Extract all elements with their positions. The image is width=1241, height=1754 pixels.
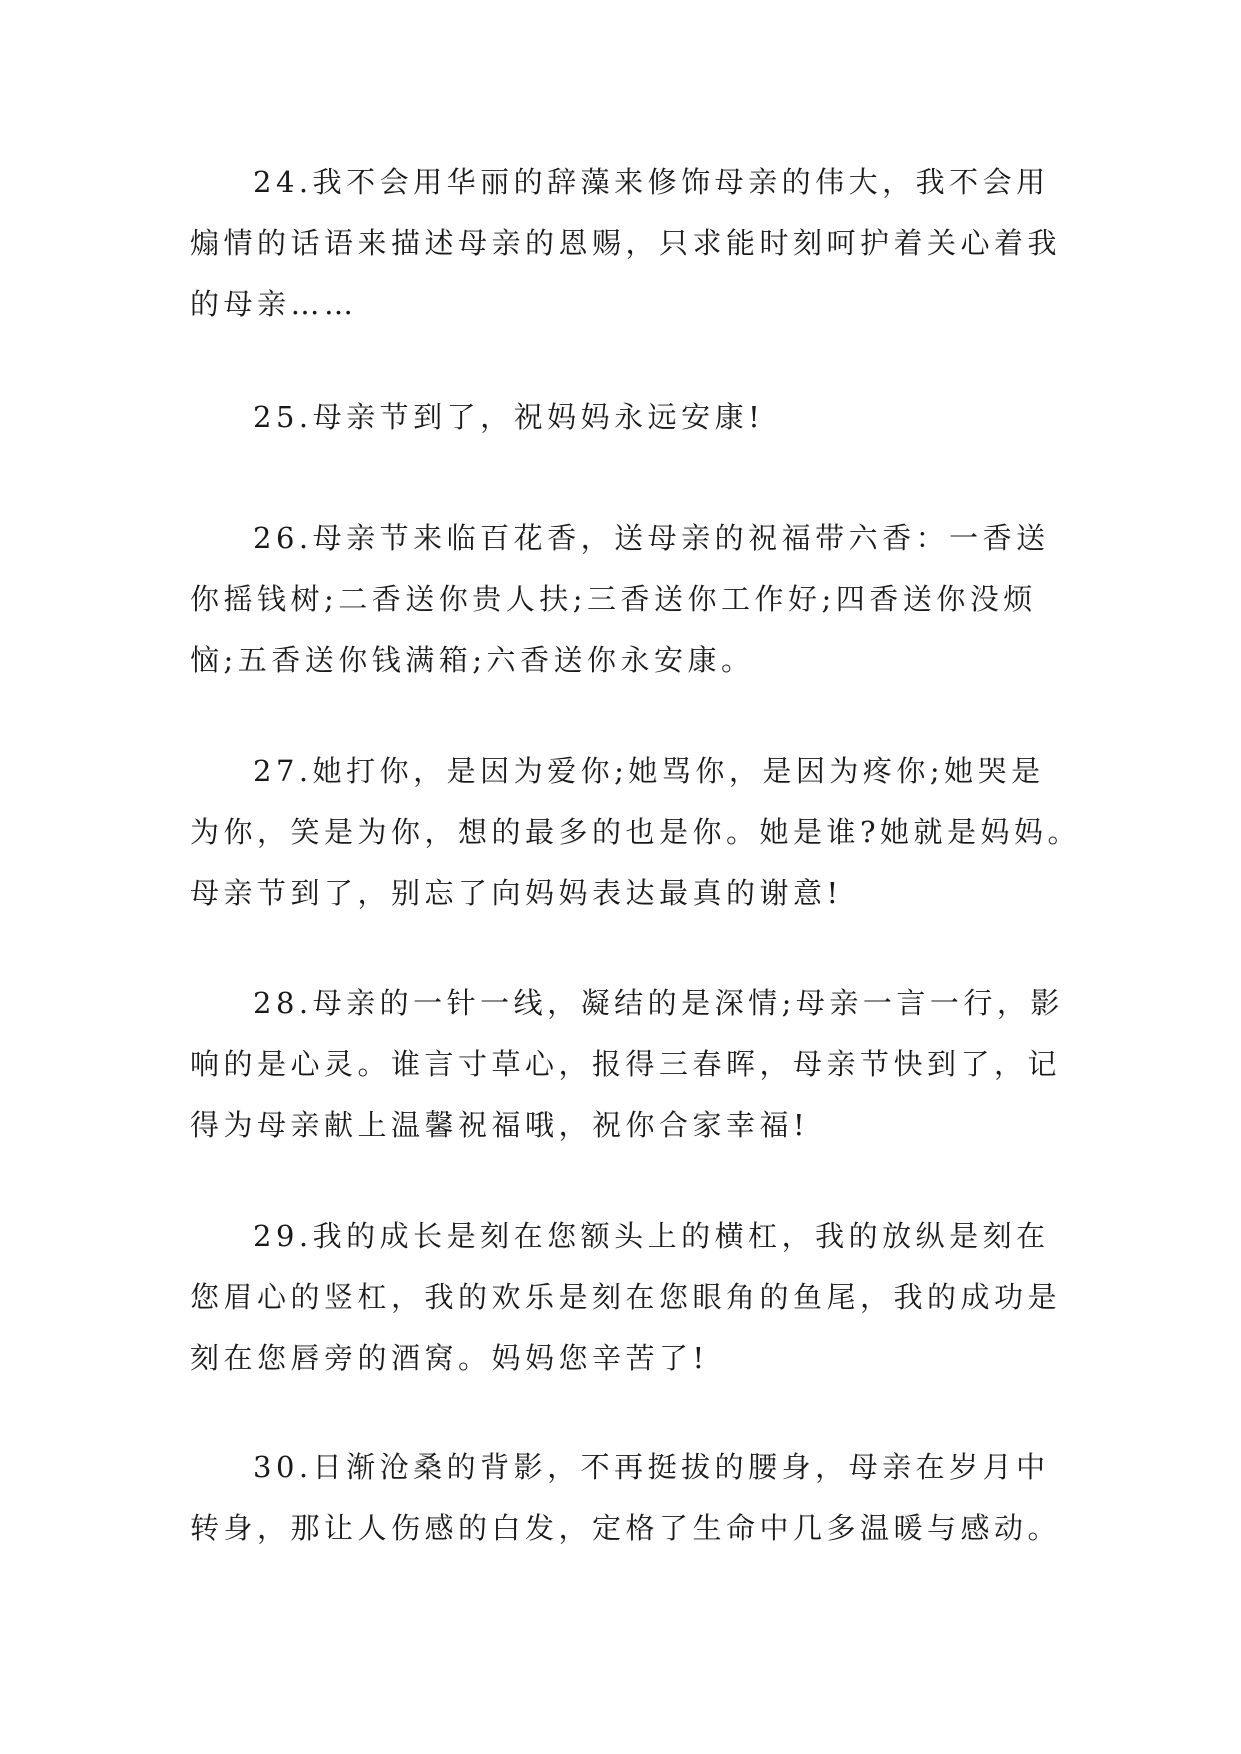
- paragraph-26: [190, 508, 1070, 691]
- paragraph-line: 母亲节到了，别忘了向妈妈表达最真的谢意!: [190, 876, 843, 910]
- paragraph-line: 30.日渐沧桑的背影，不再挺拔的腰身，母亲在岁月中: [253, 1450, 1050, 1484]
- paragraph-30: [190, 1437, 1070, 1559]
- paragraph-line: 刻在您唇旁的酒窝。妈妈您辛苦了!: [190, 1341, 709, 1375]
- paragraph-line: 您眉心的竖杠，我的欢乐是刻在您眼角的鱼尾，我的成功是: [190, 1280, 1062, 1314]
- paragraph-line: 得为母亲献上温馨祝福哦，祝你合家幸福!: [190, 1108, 810, 1142]
- paragraph-24: [190, 152, 1070, 335]
- paragraph-line: 26.母亲节来临百花香，送母亲的祝福带六香：一香送: [253, 521, 1050, 555]
- paragraph-29: [190, 1206, 1070, 1389]
- paragraph-line: 27.她打你，是因为爱你;她骂你，是因为疼你;她哭是: [253, 754, 1045, 788]
- paragraph-line: 为你，笑是为你，想的最多的也是你。她是谁?她就是妈妈。: [190, 815, 1082, 849]
- paragraph-line: 你摇钱树;二香送你贵人扶;三香送你工作好;四香送你没烦: [190, 582, 1037, 616]
- paragraph-line: 24.我不会用华丽的辞藻来修饰母亲的伟大，我不会用: [253, 165, 1050, 199]
- paragraph-27: [190, 741, 1082, 924]
- paragraph-line: 响的是心灵。谁言寸草心，报得三春晖，母亲节快到了，记: [190, 1047, 1062, 1081]
- paragraph-28: [190, 973, 1070, 1156]
- paragraph-25: [190, 387, 1070, 448]
- paragraph-line: 的母亲……: [190, 287, 358, 321]
- paragraph-line: 29.我的成长是刻在您额头上的横杠，我的放纵是刻在: [253, 1219, 1050, 1253]
- paragraph-line: 恼;五香送你钱满箱;六香送你永安康。: [190, 643, 755, 677]
- paragraph-line: 25.母亲节到了，祝妈妈永远安康!: [253, 400, 765, 434]
- paragraph-line: 转身，那让人伤感的白发，定格了生命中几多温暖与感动。: [190, 1511, 1062, 1545]
- paragraph-line: 28.母亲的一针一线，凝结的是深情;母亲一言一行，影: [253, 986, 1064, 1020]
- paragraph-line: 煽情的话语来描述母亲的恩赐，只求能时刻呵护着关心着我: [190, 226, 1062, 260]
